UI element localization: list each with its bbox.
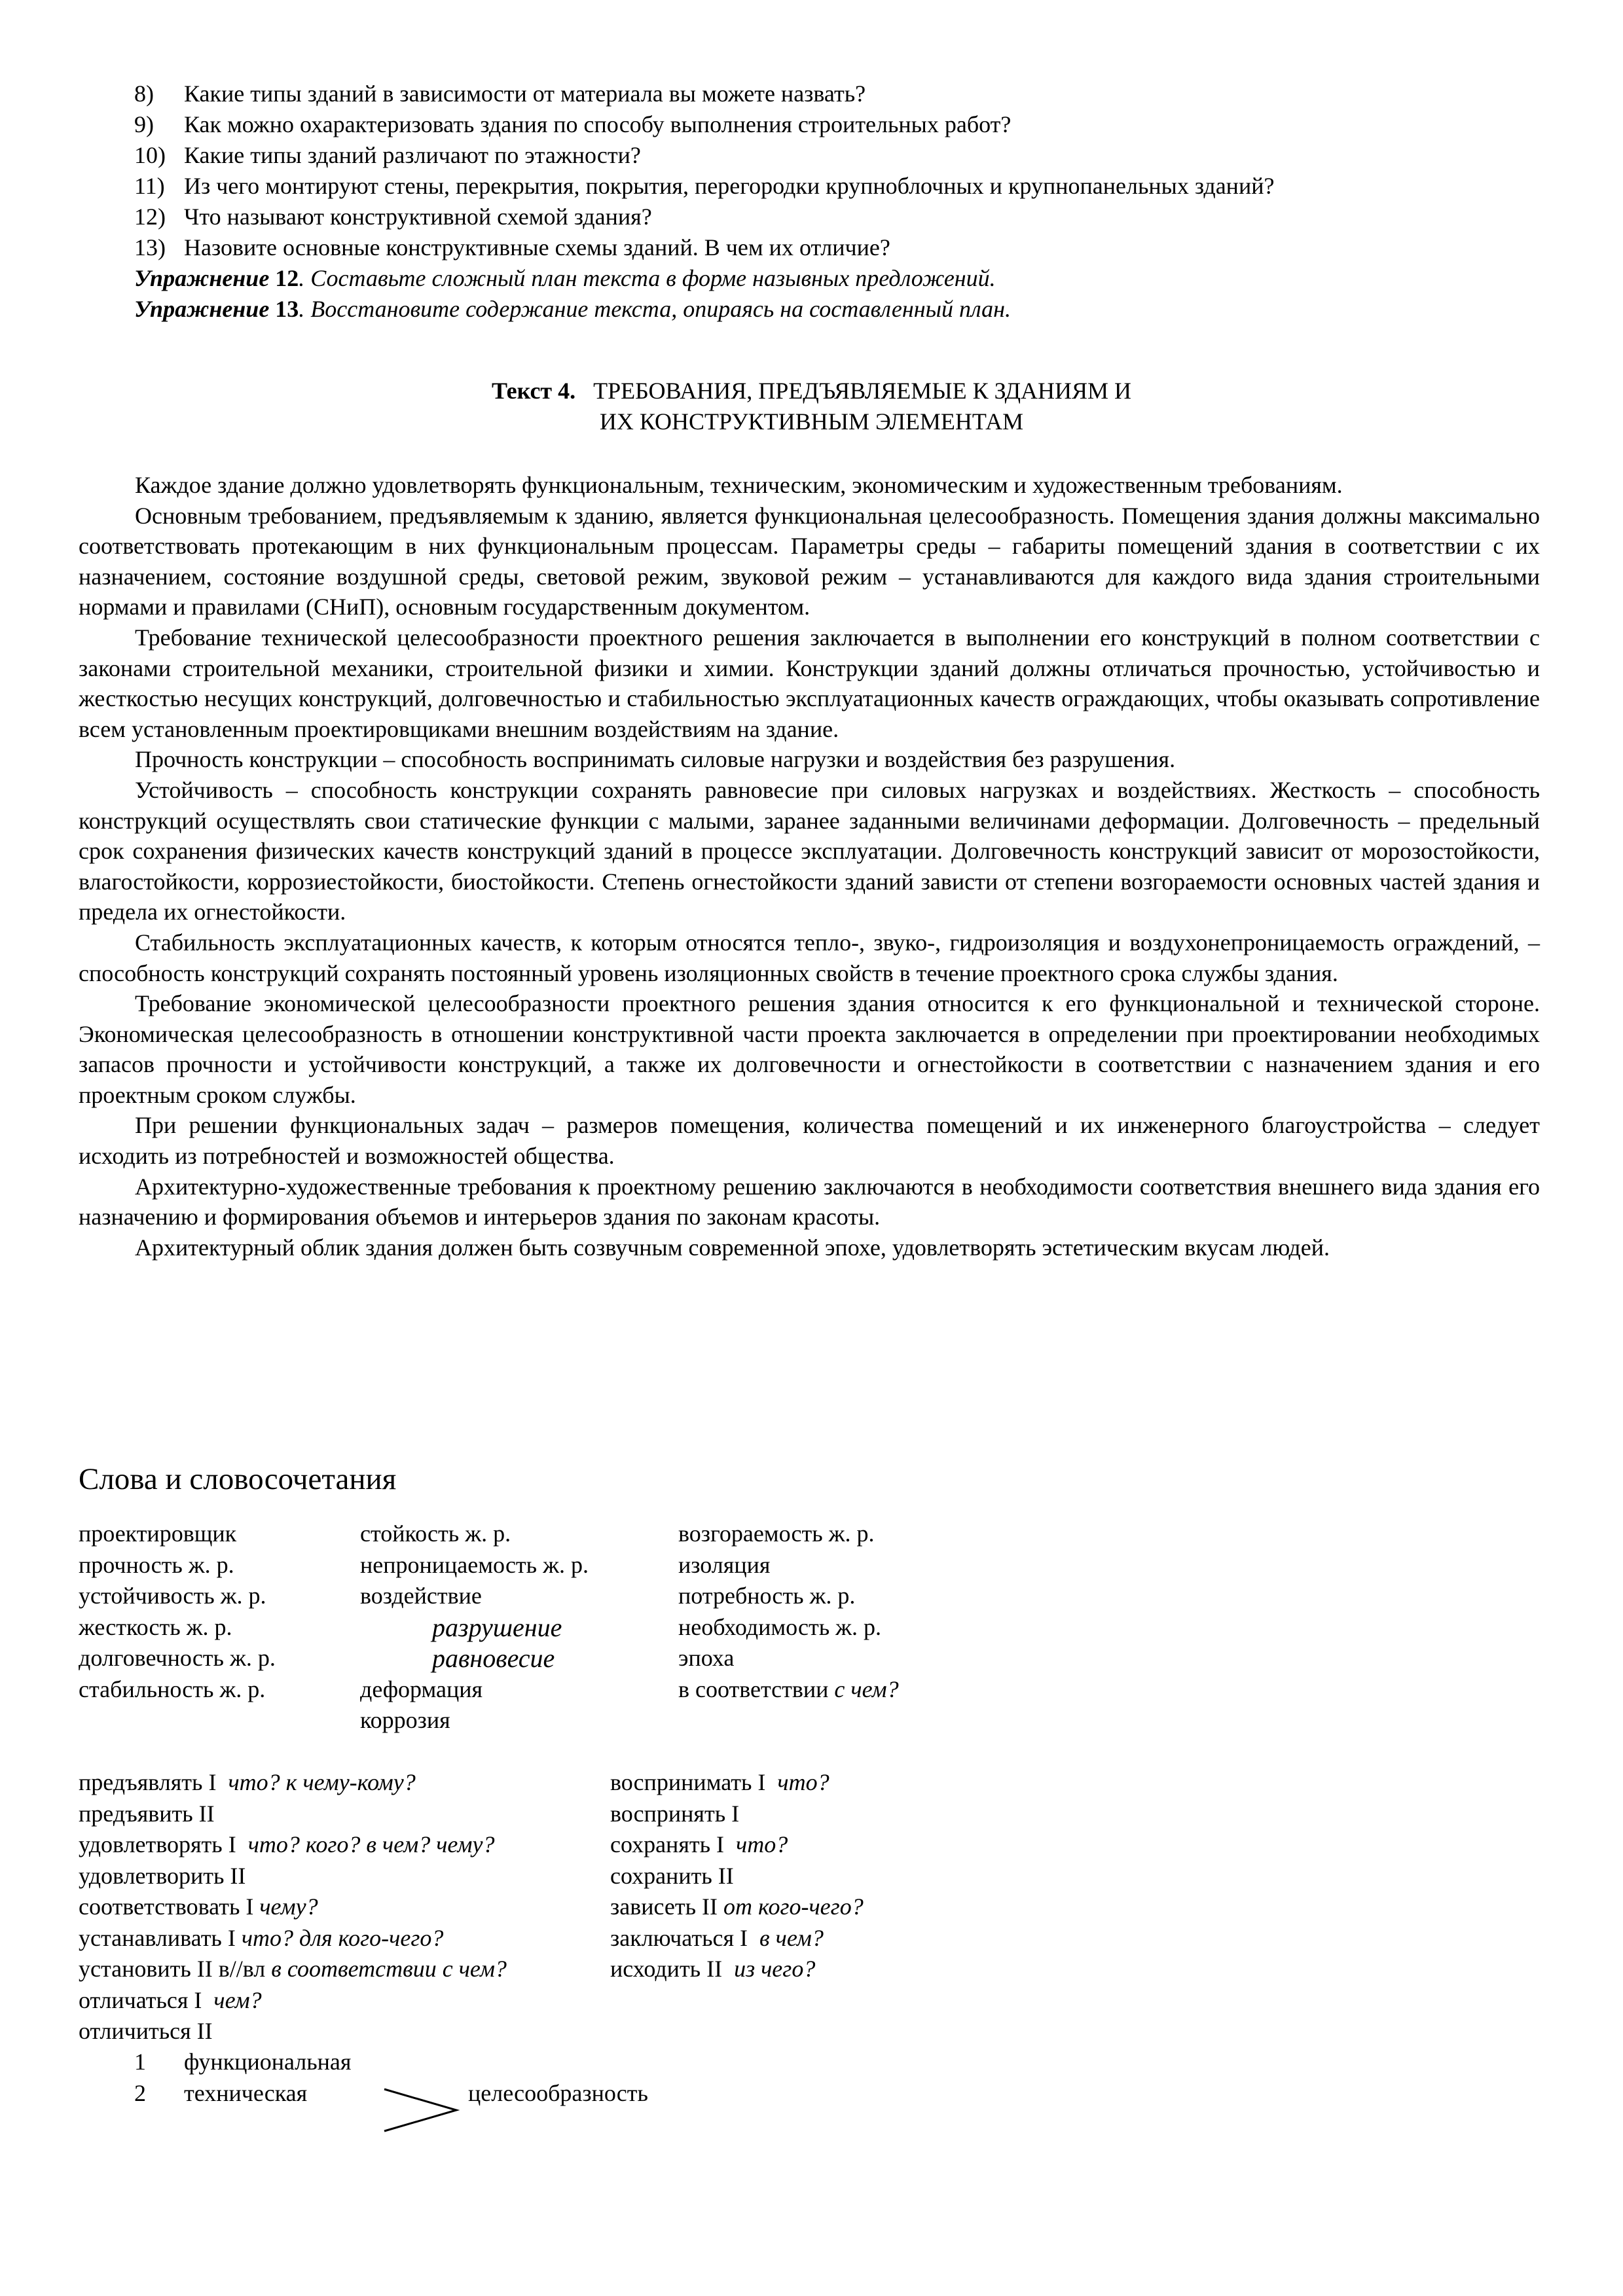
paragraph: Требование экономической целесообразности проектного решения здания относится к его функциональной и технической стороне. Экономическая целесообразность в отношении конструктивной части проекта заключается в определении при проектировании необходимых запасов прочности и устойчивости конструкций, а также их долговечности и огнестойкости в соответствии с назначением здания и его проектным сроком службы. — [79, 990, 1540, 1108]
collocation-item — [134, 2078, 351, 2109]
verb-main: предъявлять I — [79, 1769, 217, 1795]
verb-main: воспринять I — [610, 1800, 740, 1827]
verbs-column-left — [79, 1767, 507, 2047]
verb-note: что? для кого-чего? — [241, 1924, 444, 1951]
exercise-label: Упражнение — [134, 265, 270, 291]
collocation-list — [134, 2047, 351, 2109]
verb-entry — [79, 2016, 507, 2047]
vocab-word: изоляция — [678, 1551, 771, 1578]
verb-main: устанавливать I — [79, 1924, 236, 1951]
paragraph: Основным требованием, предъявляемым к зданию, является функциональная целесообразность. Помещения здания должны максимально соответствовать протекающим в них функциональным процессам. Параметры среды – габариты помещений здания в соответствии с их назначением, состояние воздушной среды, световой режим, звуковой режим – устанавливаются для каждого вида здания строительными нормами и правилами (СНиП), основным государственным документом. — [79, 502, 1540, 620]
question-item — [134, 79, 1575, 109]
collocation-number: 1 — [134, 2049, 146, 2075]
question-number: 9) — [134, 111, 154, 137]
verb-main: отличиться II — [79, 2018, 213, 2044]
vocab-word: стойкость ж. р. — [360, 1520, 511, 1547]
paragraph: Архитектурно-художественные требования к проектному решению заключаются в необходимости соответствия внешнего вида здания его назначению и формирования объемов и интерьеров здания по законам красоты. — [79, 1173, 1540, 1230]
question-item — [134, 171, 1575, 202]
verb-main: заключаться I — [610, 1924, 748, 1951]
exercise-task: . Составьте сложный план текста в форме назывных предложений. — [299, 265, 996, 291]
vocab-word: долговечность ж. р. — [79, 1645, 276, 1671]
verb-entry — [610, 1861, 864, 1892]
verb-entry — [79, 1767, 507, 1799]
verb-main: предъявить II — [79, 1800, 215, 1827]
verb-main: установить II в//вл — [79, 1956, 266, 1982]
vocab-heading: Слова и словосочетания — [79, 1462, 397, 1496]
verb-note: в чем? — [759, 1924, 824, 1951]
question-text: Что называют конструктивной схемой здания? — [184, 204, 652, 230]
vocab-word: прочность ж. р. — [79, 1551, 234, 1578]
verb-main: отличаться I — [79, 1986, 202, 2013]
verb-note: от кого-чего? — [723, 1893, 864, 1920]
verb-main: удовлетворить II — [79, 1862, 246, 1889]
verb-entry — [79, 1985, 507, 2017]
verb-note: из чего? — [734, 1956, 816, 1982]
vocab-word: непроницаемость ж. р. — [360, 1551, 589, 1578]
question-item — [134, 202, 1575, 232]
verb-main: зависеть II — [610, 1893, 718, 1920]
arrow-right-icon — [383, 2087, 462, 2134]
verb-entry — [79, 1923, 507, 1954]
exercise-13 — [134, 294, 1011, 325]
verb-entry — [610, 1892, 864, 1923]
vocab-column-2 — [360, 1518, 589, 1736]
verb-note: в соответствии с чем? — [271, 1956, 507, 1982]
paragraph: Требование технической целесообразности проектного решения заключается в выполнении его конструкций в полном соответствии с законами строительной механики, строительной физики и химии. Конструкции зданий должны отличаться прочностью, устойчивостью и жесткостью несущих конструкций, долговечностью и стабильностью эксплуатационных качеств ограждающих, чтобы оказывать сопротивление всем установленным проектировщиками внешним воздействиям на здание. — [79, 624, 1540, 742]
vocab-word: стабильность ж. р. — [79, 1676, 266, 1702]
vocab-word: разрушение — [432, 1612, 562, 1642]
question-number: 8) — [134, 81, 154, 107]
vocab-word: необходимость ж. р. — [678, 1613, 882, 1640]
question-number: 10) — [134, 142, 166, 168]
question-number: 12) — [134, 204, 166, 230]
exercise-12 — [134, 263, 996, 294]
vocab-word: воздействие — [360, 1583, 482, 1609]
verb-entry — [79, 1799, 507, 1830]
paragraph: Каждое здание должно удовлетворять функциональным, техническим, экономическим и художественным требованиям. — [135, 472, 1343, 498]
verb-note: что? — [736, 1831, 788, 1857]
text-title-line2: ИХ КОНСТРУКТИВНЫМ ЭЛЕМЕНТАМ — [599, 408, 1024, 435]
exercise-number: 13 — [275, 296, 299, 322]
question-item — [134, 140, 1575, 171]
vocab-word: возгораемость ж. р. — [678, 1520, 875, 1547]
vocab-word: эпоха — [678, 1645, 735, 1671]
collocation-word: функциональная — [184, 2049, 352, 2075]
paragraph: Прочность конструкции – способность воспринимать силовые нагрузки и воздействия без разрушения. — [135, 746, 1176, 773]
vocab-column-3 — [678, 1518, 899, 1705]
verb-main: соответствовать I — [79, 1893, 254, 1920]
verb-entry — [610, 1767, 864, 1799]
verb-entry — [610, 1923, 864, 1954]
vocab-word: устойчивость ж. р. — [79, 1583, 266, 1609]
collocation-word: техническая — [184, 2079, 308, 2106]
paragraph: Устойчивость – способность конструкции сохранять равновесие при силовых нагрузках и воздействиях. Жесткость – способность конструкций осуществлять свои статические функции с малыми, заранее заданными величинами деформации. Долговечность – предельный срок сохранения физических качеств конструкций зданий в процессе эксплуатации. Долговечность конструкций зависит от морозостойкости, влагостойкости, коррозиестойкости, биостойкости. Степень огнестойкости зданий зависти от степени возгораемости основных частей здания и предела их огнестойкости. — [79, 776, 1540, 925]
vocab-word: проектировщик — [79, 1520, 237, 1547]
question-item — [134, 232, 1575, 263]
verb-entry — [79, 1861, 507, 1892]
text-title-line1: ТРЕБОВАНИЯ, ПРЕДЪЯВЛЯЕМЫЕ К ЗДАНИЯМ И — [593, 378, 1132, 404]
question-text: Какие типы зданий в зависимости от материала вы можете назвать? — [184, 81, 866, 107]
vocab-word: коррозия — [360, 1707, 450, 1733]
text-title — [0, 376, 1623, 406]
exercise-number: 12 — [275, 265, 299, 291]
verb-main: сохранить II — [610, 1862, 734, 1889]
verbs-column-right — [610, 1767, 864, 1985]
verb-note: что? — [777, 1769, 830, 1795]
paragraph: При решении функциональных задач – размеров помещения, количества помещений и их инженерного благоустройства – следует исходить из потребностей и возможностей общества. — [79, 1112, 1540, 1170]
verb-entry — [610, 1799, 864, 1830]
exercise-label: Упражнение — [134, 296, 270, 322]
question-text: Назовите основные конструктивные схемы зданий. В чем их отличие? — [184, 234, 890, 260]
question-text: Из чего монтируют стены, перекрытия, покрытия, перегородки крупноблочных и крупнопанельных зданий? — [184, 173, 1275, 199]
verb-note: что? к чему-кому? — [228, 1769, 416, 1795]
verb-entry — [610, 1829, 864, 1861]
collocation-item — [134, 2047, 351, 2078]
verb-main: сохранять I — [610, 1831, 725, 1857]
verb-entry — [79, 1829, 507, 1861]
verb-note: чему? — [259, 1893, 318, 1920]
verb-main: исходить II — [610, 1956, 723, 1982]
verb-note: что? кого? в чем? чему? — [247, 1831, 495, 1857]
question-number: 13) — [134, 234, 166, 260]
vocab-word-note: с чем? — [834, 1676, 899, 1702]
question-number: 11) — [134, 173, 165, 199]
question-item — [134, 109, 1575, 140]
question-text: Как можно охарактеризовать здания по способу выполнения строительных работ? — [184, 111, 1012, 137]
exercise-task: . Восстановите содержание текста, опираясь на составленный план. — [299, 296, 1011, 322]
text-title-lead: Текст 4. — [491, 378, 576, 404]
verb-entry — [79, 1892, 507, 1923]
verb-note: чем? — [213, 1986, 262, 2013]
paragraph: Архитектурный облик здания должен быть созвучным современной эпохе, удовлетворять эстетическим вкусам людей. — [135, 1234, 1330, 1261]
vocab-word: деформация — [360, 1676, 483, 1702]
main-text — [79, 470, 1540, 1263]
collocation-target: целесообразность — [468, 2080, 648, 2106]
verb-main: воспринимать I — [610, 1769, 766, 1795]
collocation-number: 2 — [134, 2079, 146, 2106]
verb-entry — [610, 1954, 864, 1985]
vocab-word: потребность ж. р. — [678, 1583, 856, 1609]
vocab-word-main: в соответствии — [678, 1676, 829, 1702]
vocab-column-1 — [79, 1518, 276, 1705]
question-text: Какие типы зданий различают по этажности? — [184, 142, 641, 168]
vocab-word — [678, 1674, 899, 1706]
verb-entry — [79, 1954, 507, 1985]
vocab-word: жесткость ж. р. — [79, 1613, 232, 1640]
verb-main: удовлетворять I — [79, 1831, 236, 1857]
paragraph: Стабильность эксплуатационных качеств, к которым относятся тепло-, звуко-, гидроизоляция и воздухонепроницаемость ограждений, – способность конструкций сохранять постоянный уровень изоляционных свойств в течение проектного срока службы здания. — [79, 929, 1540, 986]
vocab-word: равновесие — [432, 1643, 555, 1673]
